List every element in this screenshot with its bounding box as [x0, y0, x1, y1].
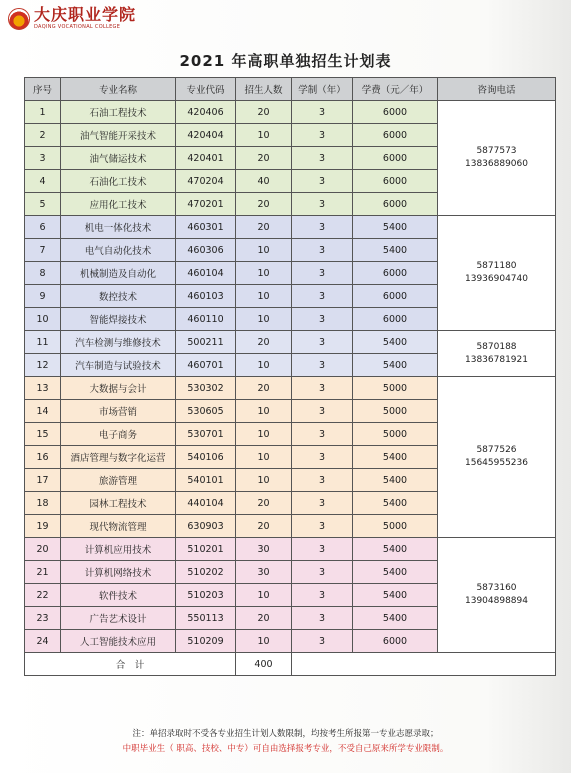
cell-name: 油气储运技术 — [61, 147, 176, 170]
phone-landline: 5870188 — [476, 341, 517, 352]
cell-fee: 6000 — [353, 308, 438, 331]
cell-years: 3 — [292, 492, 353, 515]
header-major: 专业名称 — [61, 78, 176, 101]
header-count: 招生人数 — [236, 78, 292, 101]
cell-code: 420406 — [176, 101, 236, 124]
cell-count: 10 — [236, 423, 292, 446]
cell-count: 20 — [236, 331, 292, 354]
total-row — [25, 653, 556, 676]
phone-mobile: 13836781921 — [465, 354, 528, 365]
cell-code: 470201 — [176, 193, 236, 216]
phone-landline: 5877526 — [476, 445, 517, 455]
cell-no: 22 — [25, 584, 61, 607]
cell-fee: 5000 — [353, 400, 438, 423]
cell-name: 数控技术 — [61, 285, 176, 308]
cell-count: 20 — [236, 492, 292, 515]
cell-fee: 5400 — [353, 331, 438, 354]
cell-name: 园林工程技术 — [61, 492, 176, 515]
header-no: 序号 — [25, 78, 61, 101]
cell-no: 18 — [25, 492, 61, 515]
cell-fee: 5400 — [353, 446, 438, 469]
college-emblem-icon — [8, 8, 30, 30]
cell-fee: 6000 — [353, 147, 438, 170]
cell-count: 20 — [236, 607, 292, 630]
cell-code: 470204 — [176, 170, 236, 193]
cell-years: 3 — [292, 515, 353, 538]
cell-years: 3 — [292, 561, 353, 584]
cell-count: 20 — [236, 515, 292, 538]
cell-code: 460701 — [176, 354, 236, 377]
cell-code: 510203 — [176, 584, 236, 607]
cell-code: 460104 — [176, 262, 236, 285]
cell-code: 510209 — [176, 630, 236, 653]
cell-no: 3 — [25, 147, 61, 170]
cell-fee: 6000 — [353, 630, 438, 653]
cell-fee: 5000 — [353, 515, 438, 538]
cell-name: 机电一体化技术 — [61, 216, 176, 239]
header-code: 专业代码 — [176, 78, 236, 101]
cell-name: 人工智能技术应用 — [61, 630, 176, 653]
cell-name: 油气智能开采技术 — [61, 124, 176, 147]
header-years: 学制（年） — [292, 78, 353, 101]
cell-years: 3 — [292, 469, 353, 492]
cell-years: 3 — [292, 607, 353, 630]
page-title: 2021 年高职单独招生计划表 — [179, 52, 392, 70]
cell-years: 3 — [292, 147, 353, 170]
phone-mobile: 13836889060 — [465, 159, 528, 169]
phone-landline: 5873160 — [476, 583, 517, 593]
cell-no: 23 — [25, 607, 61, 630]
cell-no: 17 — [25, 469, 61, 492]
cell-count: 10 — [236, 400, 292, 423]
cell-count: 20 — [236, 216, 292, 239]
cell-name: 软件技术 — [61, 584, 176, 607]
cell-years: 3 — [292, 193, 353, 216]
cell-name: 石油工程技术 — [61, 101, 176, 124]
cell-count: 20 — [236, 377, 292, 400]
enrollment-table — [24, 77, 556, 676]
cell-code: 510201 — [176, 538, 236, 561]
cell-code: 530302 — [176, 377, 236, 400]
cell-name: 应用化工技术 — [61, 193, 176, 216]
cell-no: 2 — [25, 124, 61, 147]
total-count: 400 — [236, 653, 292, 676]
cell-fee: 5400 — [353, 469, 438, 492]
cell-count: 10 — [236, 469, 292, 492]
cell-count: 10 — [236, 630, 292, 653]
cell-years: 3 — [292, 377, 353, 400]
phone-mobile: 15645955236 — [465, 458, 528, 468]
college-logo — [8, 6, 136, 31]
cell-years: 3 — [292, 170, 353, 193]
cell-no: 9 — [25, 285, 61, 308]
table-header-row — [25, 78, 556, 101]
cell-years: 3 — [292, 308, 353, 331]
cell-no: 10 — [25, 308, 61, 331]
cell-fee: 5400 — [353, 584, 438, 607]
cell-count: 10 — [236, 354, 292, 377]
cell-name: 市场营销 — [61, 400, 176, 423]
consult-phone-cell — [438, 101, 556, 216]
cell-name: 旅游管理 — [61, 469, 176, 492]
cell-name: 计算机网络技术 — [61, 561, 176, 584]
note-line-1: 注：单招录取时不受各专业招生计划人数限制，均按考生所报第一专业志愿录取； — [132, 729, 439, 739]
cell-no: 15 — [25, 423, 61, 446]
cell-name: 计算机应用技术 — [61, 538, 176, 561]
cell-code: 540106 — [176, 446, 236, 469]
cell-name: 酒店管理与数字化运营 — [61, 446, 176, 469]
cell-count: 20 — [236, 101, 292, 124]
cell-fee: 6000 — [353, 262, 438, 285]
cell-code: 530605 — [176, 400, 236, 423]
cell-years: 3 — [292, 538, 353, 561]
cell-name: 汽车检测与维修技术 — [61, 331, 176, 354]
cell-years: 3 — [292, 262, 353, 285]
cell-count: 10 — [236, 285, 292, 308]
cell-code: 420401 — [176, 147, 236, 170]
total-empty — [292, 653, 556, 676]
cell-years: 3 — [292, 216, 353, 239]
table-row — [25, 331, 556, 354]
cell-count: 10 — [236, 446, 292, 469]
cell-years: 3 — [292, 423, 353, 446]
table-row — [25, 538, 556, 561]
cell-no: 8 — [25, 262, 61, 285]
cell-code: 630903 — [176, 515, 236, 538]
cell-fee: 5000 — [353, 423, 438, 446]
cell-no: 5 — [25, 193, 61, 216]
cell-fee: 5400 — [353, 492, 438, 515]
cell-code: 460301 — [176, 216, 236, 239]
header-fee: 学费（元／年） — [353, 78, 438, 101]
consult-phone-cell — [438, 331, 556, 377]
cell-fee: 5000 — [353, 377, 438, 400]
cell-code: 420404 — [176, 124, 236, 147]
cell-years: 3 — [292, 285, 353, 308]
consult-phone-cell — [438, 377, 556, 538]
cell-no: 19 — [25, 515, 61, 538]
cell-no: 14 — [25, 400, 61, 423]
cell-count: 40 — [236, 170, 292, 193]
table-row — [25, 216, 556, 239]
cell-name: 石油化工技术 — [61, 170, 176, 193]
cell-years: 3 — [292, 400, 353, 423]
cell-no: 11 — [25, 331, 61, 354]
cell-count: 30 — [236, 538, 292, 561]
cell-fee: 6000 — [353, 285, 438, 308]
table-row — [25, 377, 556, 400]
cell-years: 3 — [292, 584, 353, 607]
phone-landline: 5877573 — [476, 146, 517, 156]
phone-mobile: 13936904740 — [465, 274, 528, 284]
cell-no: 6 — [25, 216, 61, 239]
phone-mobile: 13904898894 — [465, 596, 528, 606]
cell-code: 510202 — [176, 561, 236, 584]
cell-no: 7 — [25, 239, 61, 262]
total-label: 合 计 — [25, 653, 236, 676]
cell-no: 12 — [25, 354, 61, 377]
cell-code: 550113 — [176, 607, 236, 630]
cell-no: 13 — [25, 377, 61, 400]
header-phone: 咨询电话 — [438, 78, 556, 101]
cell-code: 460110 — [176, 308, 236, 331]
cell-name: 现代物流管理 — [61, 515, 176, 538]
cell-fee: 6000 — [353, 170, 438, 193]
cell-count: 10 — [236, 262, 292, 285]
cell-years: 3 — [292, 630, 353, 653]
cell-name: 汽车制造与试验技术 — [61, 354, 176, 377]
cell-no: 4 — [25, 170, 61, 193]
cell-code: 540101 — [176, 469, 236, 492]
cell-code: 500211 — [176, 331, 236, 354]
cell-name: 智能焊接技术 — [61, 308, 176, 331]
cell-years: 3 — [292, 239, 353, 262]
cell-years: 3 — [292, 124, 353, 147]
phone-landline: 5871180 — [476, 261, 517, 271]
college-name: 大庆职业学院 — [34, 5, 137, 24]
cell-fee: 5400 — [353, 607, 438, 630]
cell-count: 10 — [236, 308, 292, 331]
cell-fee: 6000 — [353, 124, 438, 147]
cell-no: 1 — [25, 101, 61, 124]
cell-name: 电子商务 — [61, 423, 176, 446]
note-line-2: 中职毕业生（ 职高、技校、中专）可自由选择报考专业，不受自己原来所学专业限制。 — [122, 744, 449, 754]
cell-years: 3 — [292, 446, 353, 469]
cell-fee: 6000 — [353, 101, 438, 124]
cell-count: 20 — [236, 193, 292, 216]
cell-code: 440104 — [176, 492, 236, 515]
cell-no: 20 — [25, 538, 61, 561]
cell-fee: 5400 — [353, 538, 438, 561]
cell-count: 30 — [236, 561, 292, 584]
cell-fee: 5400 — [353, 354, 438, 377]
cell-code: 530701 — [176, 423, 236, 446]
cell-fee: 5400 — [353, 239, 438, 262]
cell-no: 21 — [25, 561, 61, 584]
cell-years: 3 — [292, 101, 353, 124]
cell-name: 广告艺术设计 — [61, 607, 176, 630]
cell-code: 460306 — [176, 239, 236, 262]
cell-count: 20 — [236, 147, 292, 170]
cell-name: 电气自动化技术 — [61, 239, 176, 262]
cell-count: 10 — [236, 584, 292, 607]
cell-fee: 5400 — [353, 561, 438, 584]
consult-phone-cell — [438, 216, 556, 331]
consult-phone-cell — [438, 538, 556, 653]
college-name-en: DAQING VOCATIONAL COLLEGE — [34, 24, 121, 30]
cell-no: 16 — [25, 446, 61, 469]
cell-name: 大数据与会计 — [61, 377, 176, 400]
cell-years: 3 — [292, 331, 353, 354]
cell-fee: 5400 — [353, 216, 438, 239]
cell-count: 10 — [236, 239, 292, 262]
cell-count: 10 — [236, 124, 292, 147]
cell-fee: 6000 — [353, 193, 438, 216]
cell-code: 460103 — [176, 285, 236, 308]
cell-name: 机械制造及自动化 — [61, 262, 176, 285]
table-row — [25, 101, 556, 124]
cell-no: 24 — [25, 630, 61, 653]
cell-years: 3 — [292, 354, 353, 377]
